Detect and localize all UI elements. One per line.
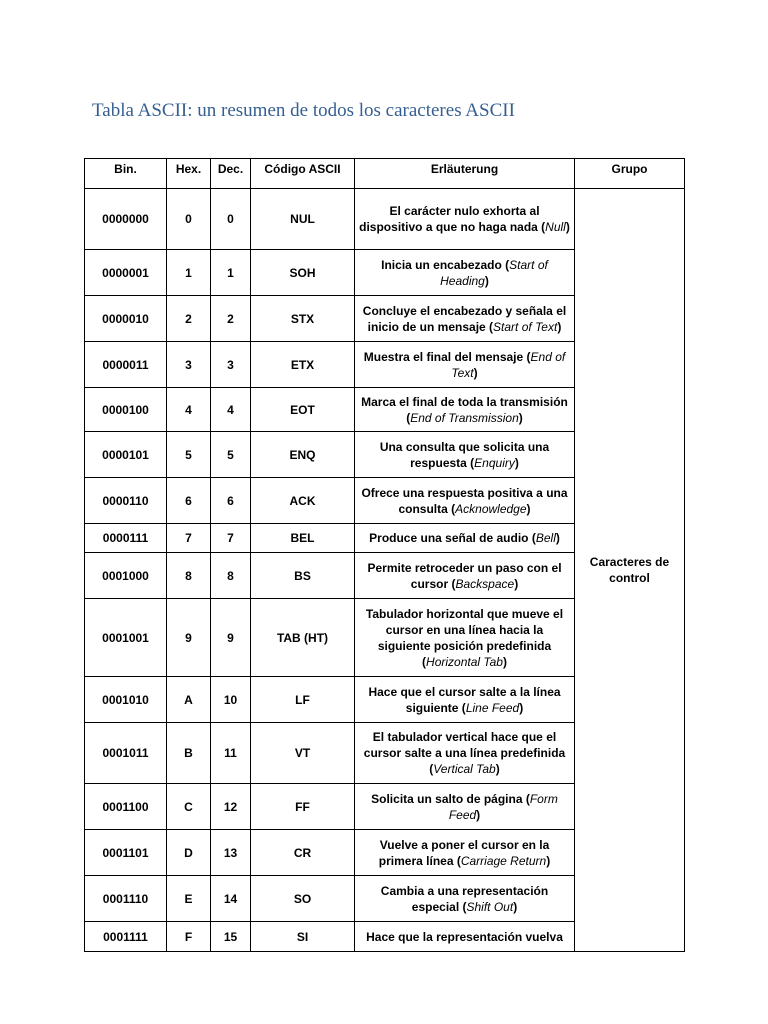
description-term: Enquiry xyxy=(474,455,515,470)
cell-dec: 0 xyxy=(211,189,251,250)
cell-code: SO xyxy=(251,876,355,922)
cell-dec: 14 xyxy=(211,876,251,922)
cell-code: BS xyxy=(251,553,355,599)
description-text: Ofrece una respuesta positiva a una consulta ( xyxy=(361,485,568,516)
cell-bin: 0001110 xyxy=(85,876,167,922)
cell-bin: 0000011 xyxy=(85,342,167,388)
description-close: ) xyxy=(514,576,519,591)
cell-description xyxy=(355,524,575,553)
cell-dec: 12 xyxy=(211,784,251,830)
cell-description xyxy=(355,432,575,478)
description-close: ) xyxy=(473,365,478,380)
description-text: Concluye el encabezado y señala el inicio de un mensaje ( xyxy=(362,303,567,334)
cell-code: TAB (HT) xyxy=(251,599,355,677)
cell-description xyxy=(355,296,575,342)
cell-bin: 0000101 xyxy=(85,432,167,478)
cell-description xyxy=(355,189,575,250)
cell-hex: 1 xyxy=(167,250,211,296)
cell-bin: 0001101 xyxy=(85,830,167,876)
header-hex: Hex. xyxy=(167,159,211,189)
header-group: Grupo xyxy=(575,159,685,189)
cell-bin: 0000110 xyxy=(85,478,167,524)
description-text: Cambia a una representación especial ( xyxy=(380,883,549,914)
cell-bin: 0001001 xyxy=(85,599,167,677)
description-text: Tabulador horizontal que mueve el cursor en una línea hacia la siguiente posición predefinida ( xyxy=(365,606,564,669)
cell-description xyxy=(355,553,575,599)
cell-hex: B xyxy=(167,723,211,784)
cell-hex: E xyxy=(167,876,211,922)
description-text: Inicia un encabezado ( xyxy=(381,257,510,272)
cell-code: BEL xyxy=(251,524,355,553)
description-close: ) xyxy=(502,654,507,669)
cell-description xyxy=(355,342,575,388)
cell-dec: 1 xyxy=(211,250,251,296)
cell-code: SOH xyxy=(251,250,355,296)
cell-description xyxy=(355,876,575,922)
description-term: Acknowledge xyxy=(455,501,527,516)
cell-dec: 2 xyxy=(211,296,251,342)
cell-dec: 4 xyxy=(211,388,251,432)
table-body xyxy=(85,189,685,952)
description-term: Line Feed xyxy=(465,700,520,715)
cell-hex: 7 xyxy=(167,524,211,553)
header-dec: Dec. xyxy=(211,159,251,189)
cell-code: FF xyxy=(251,784,355,830)
cell-code: CR xyxy=(251,830,355,876)
cell-dec: 13 xyxy=(211,830,251,876)
description-close: ) xyxy=(513,899,518,914)
cell-bin: 0001100 xyxy=(85,784,167,830)
description-text: Marca el final de toda la transmisión ( xyxy=(361,394,568,425)
description-term: Bell xyxy=(535,531,556,545)
description-term: Backspace xyxy=(455,576,515,591)
cell-hex: 3 xyxy=(167,342,211,388)
cell-dec: 9 xyxy=(211,599,251,677)
cell-hex: 5 xyxy=(167,432,211,478)
cell-bin: 0001000 xyxy=(85,553,167,599)
cell-hex: A xyxy=(167,677,211,723)
cell-dec: 11 xyxy=(211,723,251,784)
cell-description xyxy=(355,723,575,784)
cell-code: NUL xyxy=(251,189,355,250)
description-close: ) xyxy=(546,853,551,868)
description-text: El tabulador vertical hace que el cursor salte a una línea predefinida ( xyxy=(363,730,566,776)
description-text: Vuelve a poner el cursor en la primera línea ( xyxy=(378,837,550,868)
description-text: Muestra el final del mensaje ( xyxy=(363,349,531,364)
cell-bin: 0000001 xyxy=(85,250,167,296)
cell-hex: D xyxy=(167,830,211,876)
header-desc: Erläuterung xyxy=(355,159,575,189)
cell-dec: 8 xyxy=(211,553,251,599)
description-close: ) xyxy=(514,455,519,470)
cell-dec: 6 xyxy=(211,478,251,524)
description-term: End of Text xyxy=(451,349,566,380)
description-close: ) xyxy=(555,531,560,545)
description-text: Produce una señal de audio ( xyxy=(369,531,536,545)
description-term: Horizontal Tab xyxy=(426,654,503,669)
cell-code: SI xyxy=(251,922,355,952)
cell-bin: 0000111 xyxy=(85,524,167,553)
description-term: Start of Heading xyxy=(440,257,548,288)
table-row xyxy=(85,189,685,250)
cell-description xyxy=(355,388,575,432)
cell-description xyxy=(355,250,575,296)
cell-group: Caracteres de control xyxy=(575,189,685,952)
cell-bin: 0001010 xyxy=(85,677,167,723)
cell-dec: 7 xyxy=(211,524,251,553)
description-text: Permite retroceder un paso con el cursor ( xyxy=(367,560,562,591)
cell-description xyxy=(355,784,575,830)
description-close: ) xyxy=(518,410,523,425)
cell-bin: 0000000 xyxy=(85,189,167,250)
description-term: Shift Out xyxy=(466,899,514,914)
description-close: ) xyxy=(565,220,570,234)
cell-bin: 0001111 xyxy=(85,922,167,952)
cell-hex: 0 xyxy=(167,189,211,250)
cell-dec: 5 xyxy=(211,432,251,478)
cell-code: ACK xyxy=(251,478,355,524)
description-text: Una consulta que solicita una respuesta ( xyxy=(379,439,550,470)
cell-description xyxy=(355,677,575,723)
cell-code: ETX xyxy=(251,342,355,388)
description-close: ) xyxy=(557,319,562,334)
cell-dec: 3 xyxy=(211,342,251,388)
cell-code: EOT xyxy=(251,388,355,432)
cell-hex: 2 xyxy=(167,296,211,342)
table-header-row xyxy=(85,159,685,189)
description-term: Start of Text xyxy=(493,319,558,334)
header-bin: Bin. xyxy=(85,159,167,189)
cell-dec: 15 xyxy=(211,922,251,952)
cell-code: ENQ xyxy=(251,432,355,478)
cell-dec: 10 xyxy=(211,677,251,723)
cell-bin: 0001011 xyxy=(85,723,167,784)
cell-hex: 6 xyxy=(167,478,211,524)
cell-hex: 8 xyxy=(167,553,211,599)
description-text: Solicita un salto de página ( xyxy=(371,791,530,806)
cell-hex: C xyxy=(167,784,211,830)
description-term: Vertical Tab xyxy=(433,762,496,776)
description-text: El carácter nulo exhorta al dispositivo a que no haga nada ( xyxy=(359,204,546,234)
description-term: Carriage Return xyxy=(460,853,547,868)
description-text: Hace que la representación vuelva xyxy=(366,929,563,944)
cell-description xyxy=(355,478,575,524)
description-close: ) xyxy=(484,273,489,288)
cell-description xyxy=(355,922,575,952)
description-close: ) xyxy=(526,501,531,516)
cell-hex: F xyxy=(167,922,211,952)
cell-bin: 0000100 xyxy=(85,388,167,432)
description-close: ) xyxy=(519,700,524,715)
description-term: End of Transmission xyxy=(410,410,519,425)
cell-code: VT xyxy=(251,723,355,784)
cell-description xyxy=(355,830,575,876)
header-code: Código ASCII xyxy=(251,159,355,189)
cell-hex: 4 xyxy=(167,388,211,432)
page-title: Tabla ASCII: un resumen de todos los caracteres ASCII xyxy=(92,100,515,121)
description-term: Null xyxy=(545,220,566,234)
description-close: ) xyxy=(495,762,500,776)
description-term: Form Feed xyxy=(448,791,558,822)
cell-description xyxy=(355,599,575,677)
cell-code: STX xyxy=(251,296,355,342)
cell-bin: 0000010 xyxy=(85,296,167,342)
ascii-table xyxy=(84,158,685,952)
description-text: Hace que el cursor salte a la línea siguiente ( xyxy=(368,684,561,715)
cell-hex: 9 xyxy=(167,599,211,677)
cell-code: LF xyxy=(251,677,355,723)
description-close: ) xyxy=(476,807,481,822)
